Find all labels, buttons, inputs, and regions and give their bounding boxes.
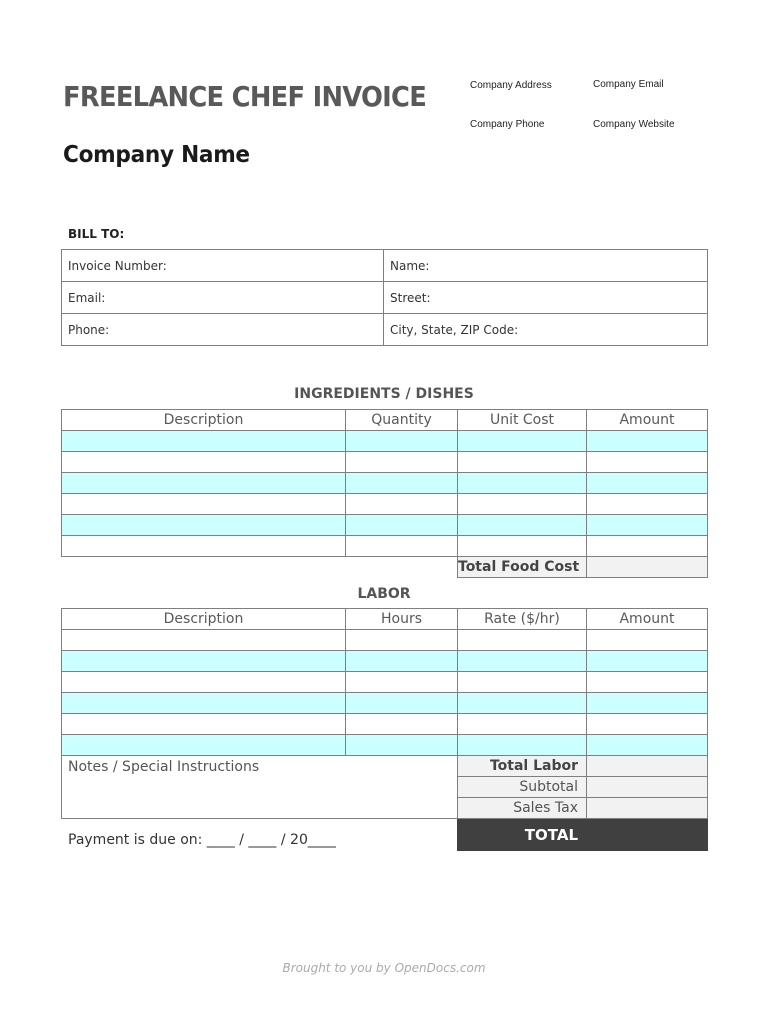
bill-to-row xyxy=(62,282,708,314)
total-food-cost-label: Total Food Cost xyxy=(458,557,587,578)
rate-cell[interactable] xyxy=(458,714,587,735)
city-state-zip-field[interactable]: City, State, ZIP Code: xyxy=(384,314,708,346)
spacer xyxy=(62,557,346,578)
grand-total-label: TOTAL xyxy=(458,819,587,851)
table-row xyxy=(62,630,708,651)
bill-to-row xyxy=(62,314,708,346)
description-cell[interactable] xyxy=(62,536,346,557)
column-header-description: Description xyxy=(62,609,346,630)
amount-cell[interactable] xyxy=(587,651,708,672)
column-header-hours: Hours xyxy=(346,609,458,630)
amount-cell[interactable] xyxy=(587,630,708,651)
company-email: Company Email xyxy=(593,79,664,90)
footer-credit: Brought to you by OpenDocs.com xyxy=(282,961,486,975)
amount-cell[interactable] xyxy=(587,672,708,693)
rate-cell[interactable] xyxy=(458,672,587,693)
amount-cell[interactable] xyxy=(587,693,708,714)
quantity-cell[interactable] xyxy=(346,494,458,515)
table-row xyxy=(62,672,708,693)
description-cell[interactable] xyxy=(62,735,346,756)
quantity-cell[interactable] xyxy=(346,473,458,494)
company-phone: Company Phone xyxy=(470,119,545,130)
unit-cost-cell[interactable] xyxy=(458,515,587,536)
rate-cell[interactable] xyxy=(458,630,587,651)
unit-cost-cell[interactable] xyxy=(458,452,587,473)
bill-to-row xyxy=(62,250,708,282)
amount-cell[interactable] xyxy=(587,536,708,557)
total-labor-row xyxy=(62,756,708,777)
description-cell[interactable] xyxy=(62,693,346,714)
bill-to-label: BILL TO: xyxy=(68,227,125,241)
amount-cell[interactable] xyxy=(587,473,708,494)
sales-tax-value[interactable] xyxy=(587,798,708,819)
sales-tax-label: Sales Tax xyxy=(458,798,587,819)
table-row xyxy=(62,494,708,515)
quantity-cell[interactable] xyxy=(346,536,458,557)
table-row xyxy=(62,735,708,756)
table-row xyxy=(62,651,708,672)
unit-cost-cell[interactable] xyxy=(458,473,587,494)
total-food-cost-value[interactable] xyxy=(587,557,708,578)
unit-cost-cell[interactable] xyxy=(458,431,587,452)
table-row xyxy=(62,431,708,452)
ingredients-table xyxy=(61,409,708,578)
hours-cell[interactable] xyxy=(346,735,458,756)
email-field[interactable]: Email: xyxy=(62,282,384,314)
rate-cell[interactable] xyxy=(458,693,587,714)
column-header-amount: Amount xyxy=(587,410,708,431)
street-field[interactable]: Street: xyxy=(384,282,708,314)
table-row xyxy=(62,536,708,557)
unit-cost-cell[interactable] xyxy=(458,494,587,515)
amount-cell[interactable] xyxy=(587,515,708,536)
company-website: Company Website xyxy=(593,119,675,130)
quantity-cell[interactable] xyxy=(346,452,458,473)
ingredients-header-row xyxy=(62,410,708,431)
unit-cost-cell[interactable] xyxy=(458,536,587,557)
rate-cell[interactable] xyxy=(458,651,587,672)
description-cell[interactable] xyxy=(62,494,346,515)
hours-cell[interactable] xyxy=(346,630,458,651)
table-row xyxy=(62,693,708,714)
total-food-cost-row xyxy=(62,557,708,578)
quantity-cell[interactable] xyxy=(346,515,458,536)
company-name: Company Name xyxy=(63,142,250,168)
description-cell[interactable] xyxy=(62,452,346,473)
hours-cell[interactable] xyxy=(346,672,458,693)
amount-cell[interactable] xyxy=(587,431,708,452)
payment-due: Payment is due on: ____ / ____ / 20____ xyxy=(68,832,336,848)
total-labor-label: Total Labor xyxy=(458,756,587,777)
invoice-title: FREELANCE CHEF INVOICE xyxy=(63,80,427,113)
column-header-description: Description xyxy=(62,410,346,431)
rate-cell[interactable] xyxy=(458,735,587,756)
table-row xyxy=(62,714,708,735)
grand-total-value[interactable] xyxy=(587,819,708,851)
total-labor-value[interactable] xyxy=(587,756,708,777)
description-cell[interactable] xyxy=(62,473,346,494)
quantity-cell[interactable] xyxy=(346,431,458,452)
description-cell[interactable] xyxy=(62,515,346,536)
notes-box[interactable]: Notes / Special Instructions xyxy=(62,756,458,819)
amount-cell[interactable] xyxy=(587,452,708,473)
column-header-amount: Amount xyxy=(587,609,708,630)
table-row xyxy=(62,515,708,536)
table-row xyxy=(62,473,708,494)
description-cell[interactable] xyxy=(62,714,346,735)
description-cell[interactable] xyxy=(62,431,346,452)
hours-cell[interactable] xyxy=(346,651,458,672)
labor-table xyxy=(61,608,708,851)
amount-cell[interactable] xyxy=(587,735,708,756)
table-row xyxy=(62,452,708,473)
labor-title: LABOR xyxy=(357,586,411,602)
subtotal-value[interactable] xyxy=(587,777,708,798)
column-header-unit-cost: Unit Cost xyxy=(458,410,587,431)
name-field[interactable]: Name: xyxy=(384,250,708,282)
description-cell[interactable] xyxy=(62,672,346,693)
spacer xyxy=(346,557,458,578)
invoice-number-field[interactable]: Invoice Number: xyxy=(62,250,384,282)
hours-cell[interactable] xyxy=(346,693,458,714)
ingredients-title: INGREDIENTS / DISHES xyxy=(294,386,474,402)
subtotal-label: Subtotal xyxy=(458,777,587,798)
amount-cell[interactable] xyxy=(587,494,708,515)
description-cell[interactable] xyxy=(62,630,346,651)
hours-cell[interactable] xyxy=(346,714,458,735)
description-cell[interactable] xyxy=(62,651,346,672)
company-address: Company Address xyxy=(470,80,552,91)
labor-header-row xyxy=(62,609,708,630)
phone-field[interactable]: Phone: xyxy=(62,314,384,346)
amount-cell[interactable] xyxy=(587,714,708,735)
bill-to-table xyxy=(61,249,708,346)
column-header-rate: Rate ($/hr) xyxy=(458,609,587,630)
column-header-quantity: Quantity xyxy=(346,410,458,431)
